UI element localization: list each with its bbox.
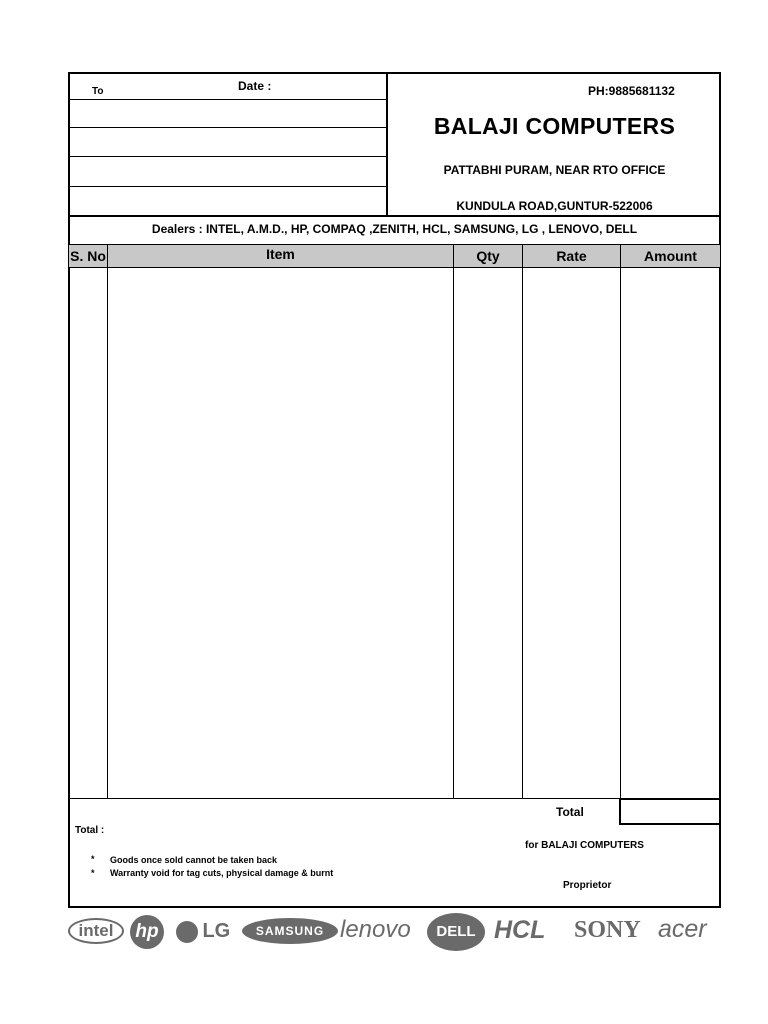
- phone-number: PH:9885681132: [588, 84, 675, 98]
- acer-logo: acer: [658, 915, 707, 943]
- lg-logo: LG: [176, 920, 230, 943]
- invoice-form: [68, 72, 721, 908]
- hcl-logo: HCL: [494, 916, 546, 944]
- column-header-bottom-line: [69, 267, 720, 268]
- note-1: Goods once sold cannot be taken back: [110, 855, 278, 865]
- col-divider-item: [453, 245, 454, 798]
- header-bottom-line: [69, 215, 720, 217]
- date-label: Date :: [238, 79, 272, 93]
- column-qty: Qty: [476, 248, 500, 264]
- note-bullet-2: *: [91, 868, 95, 878]
- to-line-4: [69, 186, 386, 187]
- col-divider-rate: [620, 245, 621, 798]
- column-item: Item: [266, 246, 295, 262]
- hp-logo: hp: [130, 915, 164, 949]
- header-divider: [386, 73, 388, 216]
- dealers-line: Dealers : INTEL, A.M.D., HP, COMPAQ ,ZENITH, HCL, SAMSUNG, LG , LENOVO, DELL: [151, 222, 638, 236]
- address-line-1: PATTABHI PURAM, NEAR RTO OFFICE: [443, 163, 666, 177]
- brand-logos-strip: [66, 912, 726, 952]
- dell-logo: DELL: [427, 913, 485, 951]
- sony-logo: SONY: [574, 917, 641, 943]
- lenovo-logo: lenovo: [340, 916, 411, 943]
- column-sno: S. No: [70, 248, 106, 264]
- note-2: Warranty void for tag cuts, physical damage & burnt: [110, 868, 334, 878]
- lg-circle-icon: [176, 921, 198, 943]
- col-divider-sno: [107, 245, 108, 798]
- samsung-logo: SAMSUNG: [242, 918, 338, 944]
- company-name: BALAJI COMPUTERS: [433, 113, 676, 139]
- intel-logo: intel: [68, 918, 124, 944]
- to-line-1: [69, 99, 386, 100]
- col-divider-qty: [522, 245, 523, 798]
- to-line-3: [69, 156, 386, 157]
- address-line-2: KUNDULA ROAD,GUNTUR-522006: [456, 199, 653, 213]
- total-amount-box: [619, 798, 720, 825]
- column-rate: Rate: [556, 248, 587, 264]
- for-company: for BALAJI COMPUTERS: [525, 840, 644, 851]
- signatory: Proprietor: [563, 880, 612, 891]
- total-label: Total: [556, 805, 584, 819]
- note-bullet-1: *: [91, 854, 95, 864]
- to-label: To: [92, 86, 104, 97]
- total-words-label: Total :: [75, 825, 105, 836]
- column-amount: Amount: [644, 248, 697, 264]
- to-line-2: [69, 127, 386, 128]
